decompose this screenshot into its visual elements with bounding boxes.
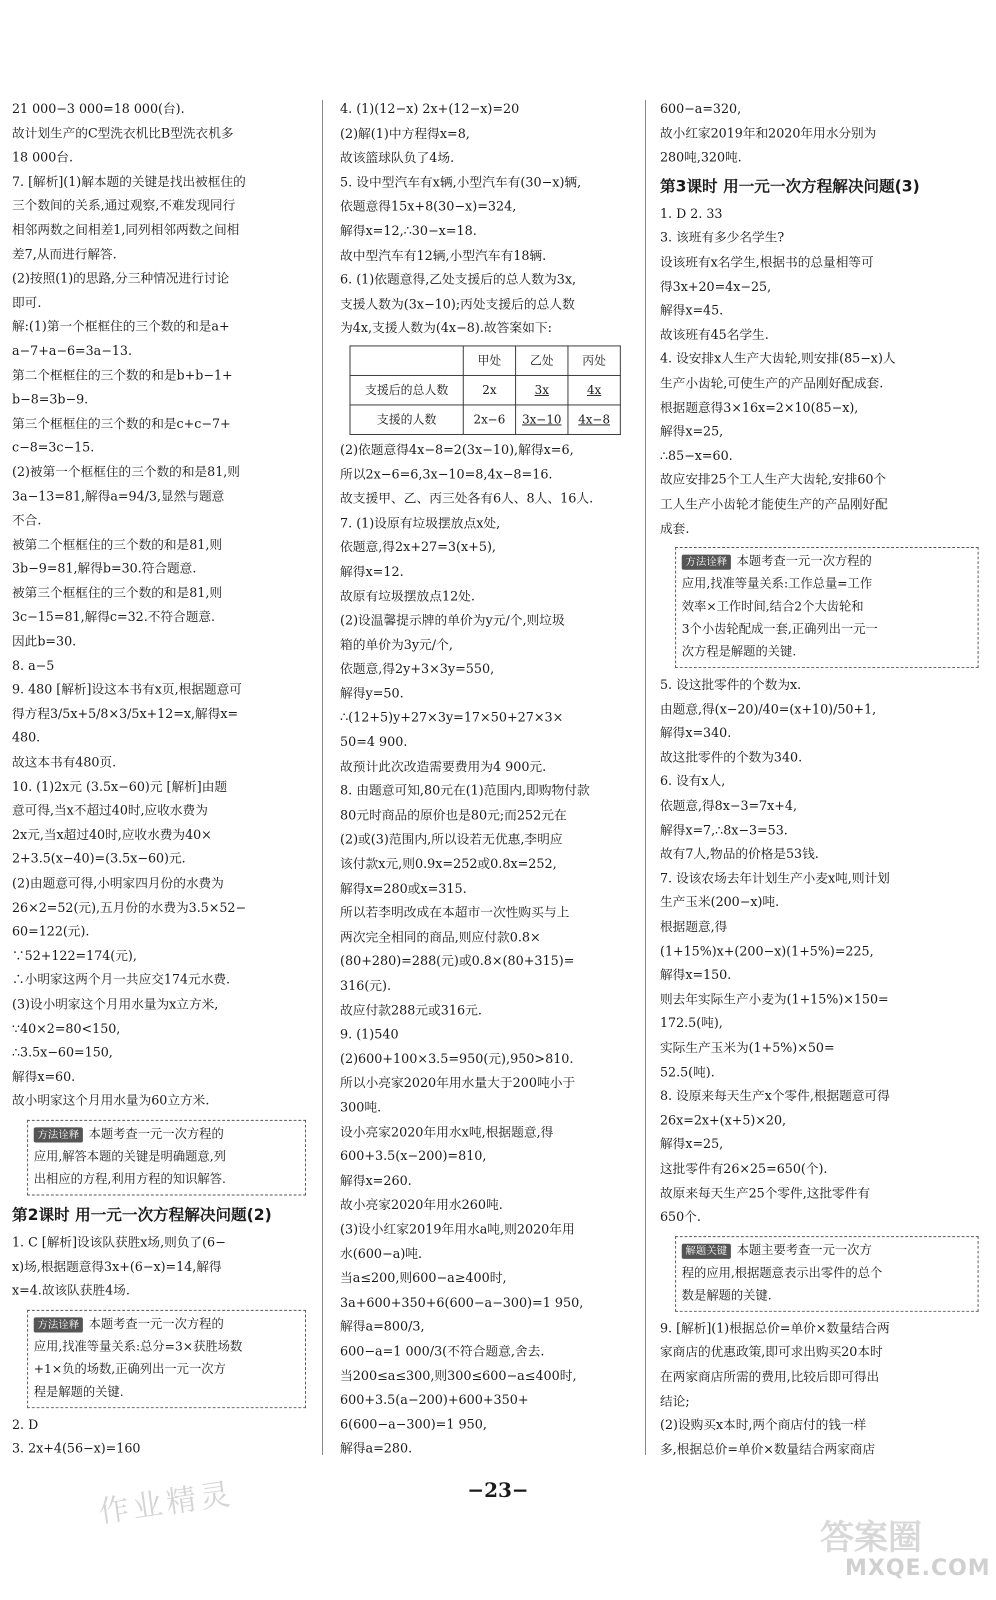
- text-line: 家商店的优惠政策,即可求出购买20本时: [660, 1346, 883, 1361]
- table-cell: 4x−8: [568, 405, 620, 435]
- text-line: 根据题意,得: [660, 920, 728, 935]
- text-line: 故支援甲、乙、丙三处各有6人、8人、16人.: [340, 492, 594, 507]
- text-line: 依题意,得2y+3×3y=550,: [340, 662, 495, 677]
- note-text-line: 本题考查一元一次方程的: [88, 1127, 224, 1142]
- text-line: 1. C [解析]设该队获胜x场,则负了(6−: [12, 1236, 226, 1251]
- text-line: 即可.: [12, 296, 42, 311]
- note-text-line: 本题主要考查一元一次方: [736, 1243, 872, 1258]
- answer-block: [660, 1317, 982, 1462]
- text-line: 7. [解析](1)解本题的关键是找出被框住的: [12, 175, 246, 190]
- text-line: 故该班有45名学生.: [660, 328, 769, 343]
- text-line: (2)解(1)中方程得x=8,: [340, 127, 470, 142]
- text-line: 52.5(吨).: [660, 1065, 715, 1080]
- text-line: 第二个框框住的三个数的和是b+b−1+: [12, 368, 233, 384]
- text-line: 解得x=12,∴30−x=18.: [340, 224, 477, 239]
- table-row-label: 支援的人数: [350, 405, 463, 435]
- text-line: 解得a=280.: [340, 1442, 413, 1457]
- text-line: 26x=2x+(x+5)×20,: [660, 1113, 787, 1129]
- column-divider: [322, 100, 323, 1455]
- text-line: 得方程3/5x+5/8×3/5x+12=x,解得x=: [12, 707, 239, 722]
- note-text-line: 本题考查一元一次方程的: [88, 1317, 224, 1332]
- text-line: 故小亮家2020年用水260吨.: [340, 1198, 503, 1213]
- text-line: (2)依题意得4x−8=2(3x−10),解得x=6,: [340, 443, 574, 458]
- text-line: 解:(1)第一个框框住的三个数的和是a+: [12, 320, 230, 335]
- text-line: 172.5(吨),: [660, 1017, 723, 1032]
- text-line: 7. 设该农场去年计划生产小麦x吨,则计划: [660, 872, 890, 887]
- text-line: 故小红家2019年和2020年用水分别为: [660, 126, 877, 142]
- text-line: ∴85−x=60.: [660, 449, 733, 464]
- table-header-cell: 丙处: [568, 346, 620, 376]
- text-line: 26×2=52(元),五月份的水费为3.5×52−: [12, 901, 247, 916]
- text-line: ∴小明家这两个月一共应交174元水费.: [12, 973, 231, 988]
- text-line: 600−a=1 000/3(不符合题意,舍去.: [340, 1344, 545, 1360]
- text-line: 3c−15=81,解得c=32.不符合题意.: [12, 610, 216, 625]
- text-line: 根据题意得3×16x=2×10(85−x),: [660, 400, 859, 416]
- note-text-line: 数是解题的关键.: [681, 1288, 772, 1304]
- text-line: 2. D: [12, 1418, 39, 1433]
- text-line: 600+3.5(a−200)+600+350+: [340, 1393, 529, 1408]
- table-row-label: 支援后的总人数: [350, 375, 463, 405]
- answer-block: [660, 674, 982, 1230]
- text-line: 8. 由题意可知,80元在(1)范围内,即购物付款: [340, 784, 590, 799]
- note-text-line: 出相应的方程,利用方程的知识解答.: [33, 1172, 226, 1187]
- answer-block: [12, 1231, 310, 1304]
- text-line: 故小明家这个月用水量为60立方米.: [12, 1094, 210, 1109]
- text-line: 得3x+20=4x−25,: [660, 280, 772, 295]
- text-line: 9. (1)540: [340, 1028, 399, 1043]
- note-text-line: 次方程是解题的关键.: [681, 645, 797, 660]
- text-line: 8. a−5: [12, 659, 55, 674]
- text-line: 依题意得15x+8(30−x)=324,: [340, 200, 517, 215]
- text-line: 该付款x元,则0.9x=252或0.8x=252,: [340, 857, 557, 872]
- text-line: 被第二个框框住的三个数的和是81,则: [12, 538, 223, 553]
- watermark-logo: 答案圈: [820, 1518, 922, 1558]
- text-line: x=4.故该队获胜4场.: [12, 1284, 130, 1299]
- text-line: 当200≤a≤300,则300≤600−a≤400时,: [340, 1369, 577, 1384]
- text-line: 意可得,当x不超过40时,应收水费为: [12, 804, 208, 819]
- text-line: 故原来每天生产25个零件,这批零件有: [660, 1186, 871, 1201]
- note-tag: 解题关键: [682, 1243, 731, 1258]
- text-line: 设小亮家2020年用水x吨,根据题意,得: [340, 1125, 554, 1140]
- table-cell: 2x−6: [463, 405, 515, 435]
- note-text-line: 本题考查一元一次方程的: [736, 554, 872, 569]
- text-line: 因此b=30.: [12, 634, 77, 650]
- text-line: 故这批零件的个数为340.: [660, 751, 803, 766]
- text-line: 50=4 900.: [340, 735, 408, 751]
- method-note-box: [27, 1310, 306, 1408]
- text-line: 解得x=60.: [12, 1070, 76, 1085]
- column-1: [12, 98, 310, 1462]
- column-2: [340, 98, 638, 1462]
- text-line: 6(600−a−300)=1 950,: [340, 1417, 487, 1433]
- note-text-line: 应用,找准等量关系:工作总量=工作: [681, 577, 873, 592]
- table-cell: 4x: [568, 375, 620, 405]
- text-line: 解得y=50.: [340, 687, 404, 702]
- text-line: 解得x=25,: [660, 425, 724, 440]
- text-line: 多,根据总价=单价×数量结合两家商店: [660, 1442, 876, 1458]
- text-line: 5. 设中型汽车有x辆,小型汽车有(30−x)辆,: [340, 175, 582, 191]
- text-line: 80元时商品的原价也是80元;而252元在: [340, 808, 567, 824]
- text-line: 300吨.: [340, 1101, 382, 1116]
- lesson-heading: 第3课时 用一元一次方程解决问题(3): [660, 177, 920, 196]
- text-line: 相邻两数之间相差1,同列相邻两数之间相: [12, 223, 240, 238]
- text-line: 故原有垃圾摆放点12处.: [340, 589, 475, 604]
- text-line: 成套.: [660, 521, 690, 537]
- text-line: 5. 设这批零件的个数为x.: [660, 678, 802, 693]
- watermark-url: MXQE.COM: [845, 1556, 991, 1581]
- answer-block: [12, 1414, 310, 1462]
- answer-block: [660, 203, 982, 542]
- text-line: (80+280)=288(元)或0.8×(80+315)=: [340, 955, 575, 970]
- text-line: 当a≤200,则600−a≥400时,: [340, 1271, 507, 1286]
- text-line: 在两家商店所需的费用,比较后即可得出: [660, 1370, 880, 1385]
- text-line: (2)设温馨提示牌的单价为y元/个,则垃圾: [340, 613, 565, 629]
- text-line: 2x元,当x超过40时,应收水费为40×: [12, 828, 212, 843]
- table-header-cell: 乙处: [516, 346, 568, 376]
- note-text-line: 程的应用,根据题意表示出零件的总个: [681, 1266, 883, 1281]
- text-line: 600−a=320,: [660, 102, 742, 117]
- text-line: 650个.: [660, 1210, 701, 1225]
- answer-block: [660, 98, 982, 171]
- text-line: 为4x,支援人数为(4x−8).故答案如下:: [340, 322, 552, 337]
- watermark-logo: 作业精灵: [96, 1476, 237, 1531]
- text-line: 箱的单价为3y元/个,: [340, 638, 453, 653]
- text-line: (3)设小明家这个月用水量为x立方米,: [12, 997, 219, 1013]
- column-3: [660, 98, 982, 1462]
- text-line: (2)被第一个框框住的三个数的和是81,则: [12, 465, 240, 480]
- table-cell: 2x: [463, 375, 515, 405]
- text-line: b−8=3b−9.: [12, 393, 89, 408]
- text-line: a−7+a−6=3a−13.: [12, 344, 132, 359]
- text-line: x)场,根据题意得3x+(6−x)=14,解得: [12, 1260, 222, 1275]
- key-note-box: [675, 1236, 978, 1312]
- text-line: 两次完全相同的商品,则应付款0.8×: [340, 930, 541, 945]
- text-line: 三个数间的关系,通过观察,不难发现同行: [12, 199, 236, 214]
- text-line: ∴3.5x−60=150,: [12, 1046, 113, 1061]
- answer-block: [340, 98, 638, 342]
- text-line: 解得x=12.: [340, 565, 404, 580]
- text-line: 9. 480 [解析]设这本书有x页,根据题意可: [12, 683, 242, 698]
- text-line: 9. [解析](1)根据总价=单价×数量结合两: [660, 1321, 890, 1337]
- text-line: 3b−9=81,解得b=30.符合题意.: [12, 562, 197, 577]
- text-line: 故这本书有480页.: [12, 755, 117, 771]
- lesson-heading: 第2课时 用一元一次方程解决问题(2): [12, 1205, 272, 1224]
- text-line: 60=122(元).: [12, 925, 90, 940]
- text-line: 1. D 2. 33: [660, 207, 723, 222]
- text-line: 2+3.5(x−40)=(3.5x−60)元.: [12, 852, 186, 867]
- note-text-line: 3个小齿轮配成一套,正确列出一元一: [681, 622, 878, 637]
- text-line: 6. 设有x人,: [660, 775, 726, 790]
- method-note-box: [675, 547, 978, 668]
- text-line: 解得x=260.: [340, 1174, 412, 1189]
- text-line: 480.: [12, 731, 41, 746]
- text-line: 所以若李明改成在本超市一次性购买与上: [340, 906, 570, 921]
- text-line: 3. 该班有多少名学生?: [660, 231, 785, 246]
- text-line: 解得x=7,∴8x−3=53.: [660, 823, 788, 838]
- text-line: 600+3.5(x−200)=810,: [340, 1149, 487, 1165]
- text-line: 故中型汽车有12辆,小型汽车有18辆.: [340, 248, 547, 264]
- note-text-line: 效率×工作时间,结合2个大齿轮和: [681, 600, 864, 615]
- column-divider: [645, 100, 646, 1455]
- text-line: 解得x=340.: [660, 726, 732, 742]
- text-line: 解得a=800/3,: [340, 1320, 425, 1335]
- text-line: 3a+600+350+6(600−a−300)=1 950,: [340, 1296, 584, 1311]
- text-line: 解得x=150.: [660, 968, 732, 984]
- text-line: ∵40×2=80<150,: [12, 1022, 121, 1037]
- page-number: −23−: [467, 1478, 529, 1502]
- text-line: 这批零件有26×25=650(个).: [660, 1162, 828, 1177]
- text-line: 所以2x−6=6,3x−10=8,4x−8=16.: [340, 467, 553, 483]
- note-text-line: 应用,找准等量关系:总分=3×获胜场数: [33, 1339, 243, 1355]
- text-line: 设该班有x名学生,根据书的总量相等可: [660, 255, 874, 271]
- text-line: 由题意,得(x−20)/40=(x+10)/50+1,: [660, 702, 877, 717]
- table-row: [350, 405, 620, 435]
- text-line: ∴(12+5)y+27×3y=17×50+27×3×: [340, 711, 564, 726]
- text-line: (2)由题意可得,小明家四月份的水费为: [12, 876, 224, 892]
- text-line: 生产玉米(200−x)吨.: [660, 896, 780, 911]
- text-line: 水(600−a)吨.: [340, 1247, 423, 1262]
- text-line: 316(元).: [340, 979, 392, 994]
- text-line: 差7,从而进行解答.: [12, 247, 117, 263]
- text-line: 支援人数为(3x−10);丙处支援后的总人数: [340, 297, 575, 312]
- table-corner-cell: [350, 346, 463, 376]
- text-line: 故应安排25个工人生产大齿轮,安排60个: [660, 473, 887, 488]
- text-line: 解得x=45.: [660, 304, 724, 319]
- text-line: 故计划生产的C型洗衣机比B型洗衣机多: [12, 126, 234, 142]
- text-line: (2)600+100×3.5=950(元),950>810.: [340, 1052, 574, 1067]
- text-line: 工人生产小齿轮才能使生产的产品刚好配: [660, 497, 888, 512]
- note-text-line: 程是解题的关键.: [33, 1385, 124, 1400]
- note-tag: 方法诠释: [34, 1317, 83, 1332]
- text-line: 6. (1)依题意得,乙处支援后的总人数为3x,: [340, 273, 577, 288]
- note-tag: 方法诠释: [682, 555, 731, 570]
- text-line: 3a−13=81,解得a=94/3,显然与题意: [12, 489, 225, 505]
- note-tag: 方法诠释: [34, 1127, 83, 1142]
- text-line: 280吨,320吨.: [660, 151, 742, 166]
- support-table: [350, 345, 621, 434]
- method-note-box: [27, 1120, 306, 1196]
- answer-block: [12, 98, 310, 1114]
- text-line: 结论;: [660, 1394, 690, 1409]
- text-line: 实际生产玉米为(1+5%)×50=: [660, 1041, 835, 1056]
- text-line: 18 000台.: [12, 151, 73, 166]
- text-line: (2)或(3)范围内,所以设若无优惠,李明应: [340, 833, 563, 848]
- text-line: 依题意,得2x+27=3(x+5),: [340, 540, 496, 556]
- text-line: 8. 设原来每天生产x个零件,根据题意可得: [660, 1089, 890, 1104]
- text-line: 生产小齿轮,可使生产的产品刚好配成套.: [660, 376, 884, 391]
- text-line: (3)设小红家2019年用水a吨,则2020年用: [340, 1222, 575, 1238]
- text-line: 依题意,得8x−3=7x+4,: [660, 799, 797, 814]
- text-line: ∵52+122=174(元),: [12, 949, 137, 964]
- text-line: 解得x=280或x=315.: [340, 881, 467, 897]
- text-line: 故应付款288元或316元.: [340, 1003, 482, 1019]
- text-line: 10. (1)2x元 (3.5x−60)元 [解析]由题: [12, 780, 228, 795]
- text-line: 第三个框框住的三个数的和是c+c−7+: [12, 417, 231, 432]
- text-line: 则去年实际生产小麦为(1+15%)×150=: [660, 993, 889, 1008]
- text-line: 7. (1)设原有垃圾摆放点x处,: [340, 516, 501, 531]
- text-line: 4. 设安排x人生产大齿轮,则安排(85−x)人: [660, 352, 896, 367]
- table-header-row: [350, 346, 620, 376]
- text-line: 故该篮球队负了4场.: [340, 151, 455, 166]
- note-text-line: +1×负的场数,正确列出一元一次方: [33, 1362, 226, 1377]
- text-line: 被第三个框框住的三个数的和是81,则: [12, 586, 223, 601]
- answer-block: [340, 439, 638, 1462]
- text-line: 21 000−3 000=18 000(台).: [12, 102, 185, 117]
- text-line: 所以小亮家2020年用水量大于200吨小于: [340, 1076, 576, 1092]
- text-line: (1+15%)x+(200−x)(1+5%)=225,: [660, 944, 874, 959]
- table-cell: 3x: [516, 375, 568, 405]
- table-row: [350, 375, 620, 405]
- text-line: 故有7人,物品的价格是53钱.: [660, 847, 819, 863]
- text-line: 3. 2x+4(56−x)=160: [12, 1442, 141, 1457]
- text-line: c−8=3c−15.: [12, 441, 95, 456]
- text-line: 4. (1)(12−x) 2x+(12−x)=20: [340, 102, 520, 118]
- note-text-line: 应用,解答本题的关键是明确题意,列: [33, 1150, 226, 1165]
- table-cell: 3x−10: [516, 405, 568, 435]
- text-line: 故预计此次改造需要费用为4 900元.: [340, 760, 547, 775]
- text-line: 解得x=25,: [660, 1138, 724, 1153]
- text-line: 不合.: [12, 514, 42, 529]
- text-line: (2)按照(1)的思路,分三种情况进行讨论: [12, 272, 230, 287]
- text-line: (2)设购买x本时,两个商店付的钱一样: [660, 1418, 867, 1433]
- table-header-cell: 甲处: [463, 346, 515, 376]
